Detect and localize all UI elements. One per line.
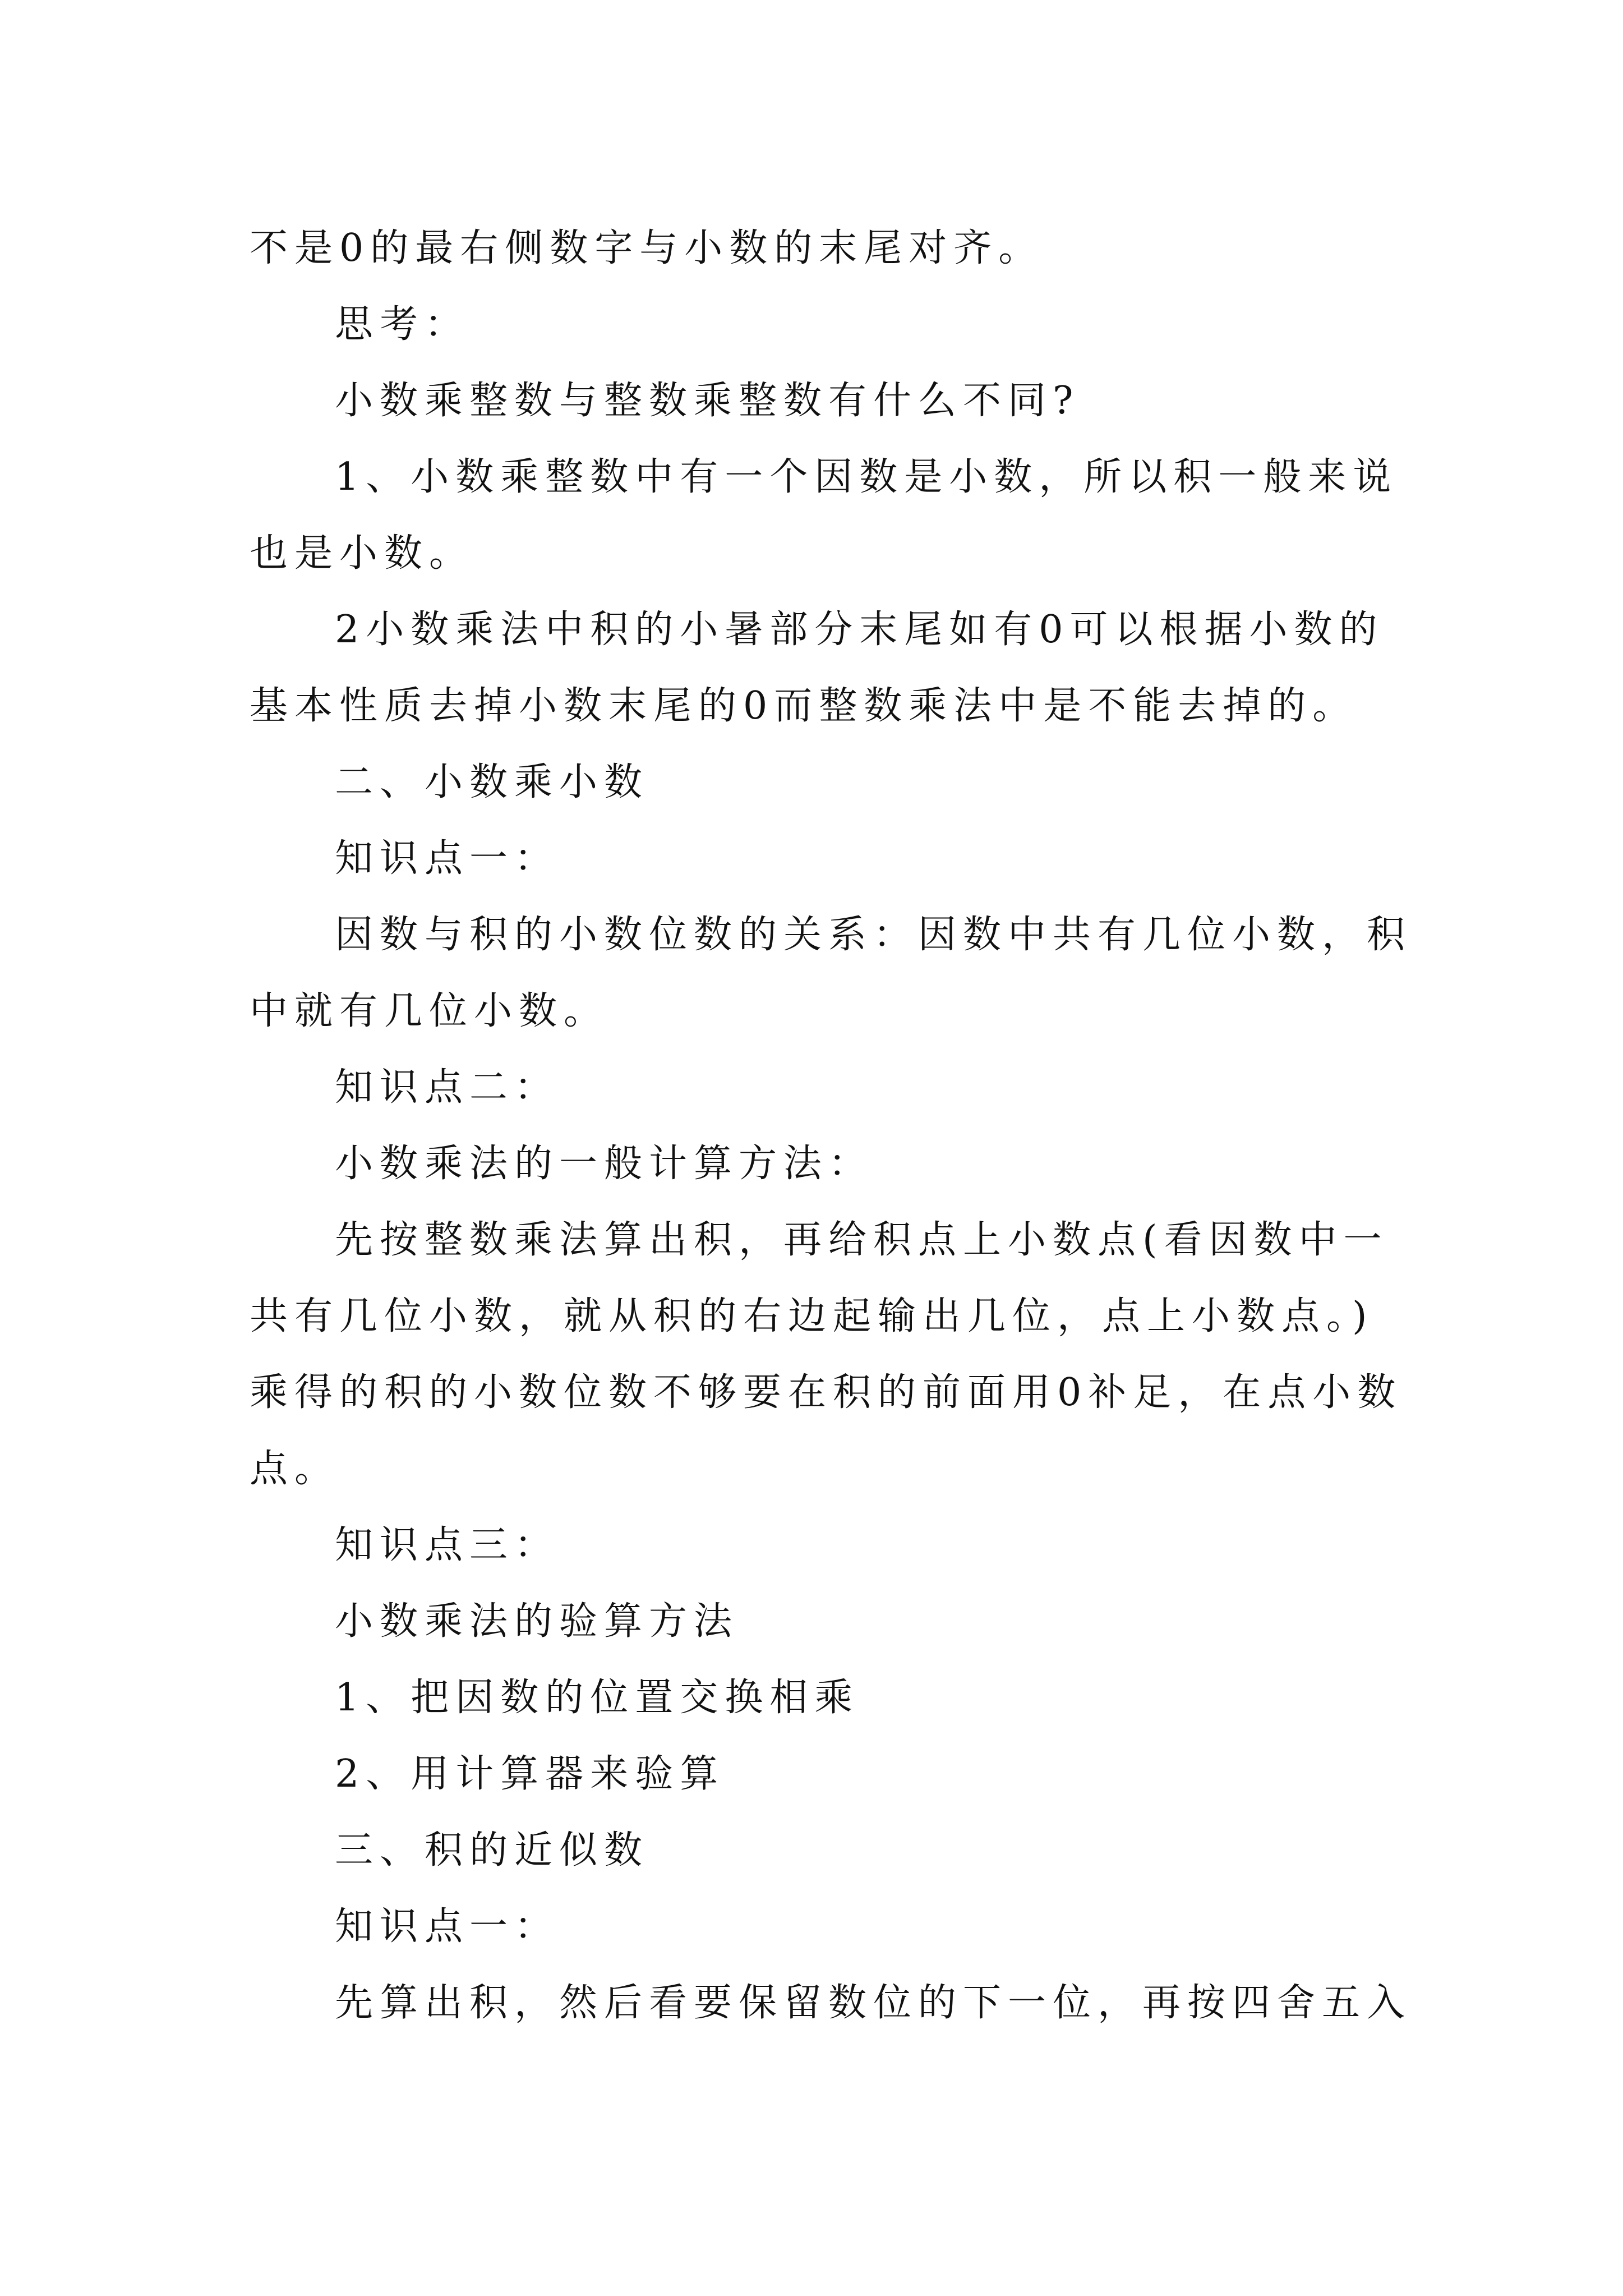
text-line: 1、把因数的位置交换相乘 bbox=[335, 1676, 860, 1720]
text-line: 中就有几位小数。 bbox=[250, 989, 609, 1033]
text-line: 基本性质去掉小数末尾的0而整数乘法中是不能去掉的。 bbox=[250, 684, 1358, 728]
text-line: 小数乘整数与整数乘整数有什么不同? bbox=[335, 379, 1080, 423]
text-line: 不是0的最右侧数字与小数的末尾对齐。 bbox=[250, 226, 1044, 270]
text-line: 知识点一： bbox=[335, 836, 560, 881]
text-line: 2、用计算器来验算 bbox=[335, 1752, 725, 1796]
text-line: 1、小数乘整数中有一个因数是小数，所以积一般来说 bbox=[335, 455, 1398, 499]
text-line: 知识点三： bbox=[335, 1523, 560, 1567]
document-body bbox=[250, 210, 1412, 2041]
text-line: 小数乘法的一般计算方法： bbox=[335, 1142, 874, 1186]
section-heading: 二、小数乘小数 bbox=[335, 760, 649, 804]
text-line: 也是小数。 bbox=[250, 531, 474, 576]
text-line: 共有几位小数，就从积的右边起输出几位，点上小数点。) bbox=[250, 1294, 1374, 1338]
text-line: 思考： bbox=[335, 302, 470, 347]
text-line: 知识点二： bbox=[335, 1065, 560, 1110]
text-line: 先算出积，然后看要保留数位的下一位，再按四舍五入 bbox=[335, 1981, 1412, 2025]
text-line: 知识点一： bbox=[335, 1904, 560, 1949]
text-line: 小数乘法的验算方法 bbox=[335, 1599, 739, 1644]
text-line: 先按整数乘法算出积，再给积点上小数点(看因数中一 bbox=[335, 1218, 1389, 1262]
text-line: 点。 bbox=[250, 1447, 340, 1491]
text-line: 2小数乘法中积的小暑部分末尾如有0可以根据小数的 bbox=[335, 608, 1384, 652]
text-line: 乘得的积的小数位数不够要在积的前面用0补足，在点小数 bbox=[250, 1370, 1403, 1415]
section-heading: 三、积的近似数 bbox=[335, 1828, 649, 1872]
text-line: 因数与积的小数位数的关系：因数中共有几位小数，积 bbox=[335, 913, 1412, 957]
